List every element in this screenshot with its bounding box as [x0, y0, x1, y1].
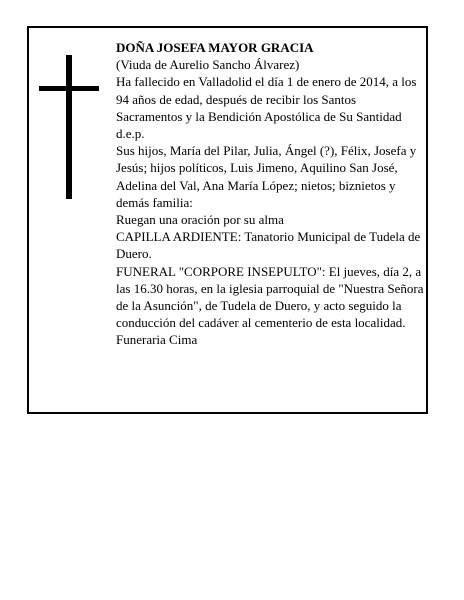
chapel-info: CAPILLA ARDIENTE: Tanatorio Municipal de Tudela de Duero. [116, 229, 421, 262]
obituary-notice [27, 26, 428, 414]
funeral-info: FUNERAL "CORPORE INSEPULTO": El jueves, día 2, a las 16.30 horas, en la iglesia parroquial de "Nuestra Señora de la Asunción", de Tudela de Duero, y acto seguido la conducción del cadáver al cementerio de esta localidad. [116, 263, 424, 331]
notice-text [116, 39, 424, 349]
cross-icon [39, 55, 99, 199]
cross-horizontal-bar [39, 86, 99, 91]
death-announcement: Ha fallecido en Valladolid el día 1 de enero de 2014, a los 94 años de edad, después de recibir los Santos Sacramentos y la Bendición Apostólica de Su Santidad [116, 74, 417, 124]
cross-vertical-bar [66, 55, 72, 199]
prayer-request: Ruegan una oración por su alma [116, 212, 284, 228]
rip-line: d.e.p. [116, 126, 145, 142]
deceased-name: DOÑA JOSEFA MAYOR GRACIA [116, 40, 314, 55]
funeral-home: Funeraria Cima [116, 332, 198, 348]
widow-of-line: (Viuda de Aurelio Sancho Álvarez) [116, 57, 300, 73]
family-list: Sus hijos, María del Pilar, Julia, Ángel (?), Félix, Josefa y Jesús; hijos políticos, Luis Jimeno, Aquilino San José, Adelina del Val, Ana María López; nietos; biznietos y demás familia: [116, 143, 417, 210]
